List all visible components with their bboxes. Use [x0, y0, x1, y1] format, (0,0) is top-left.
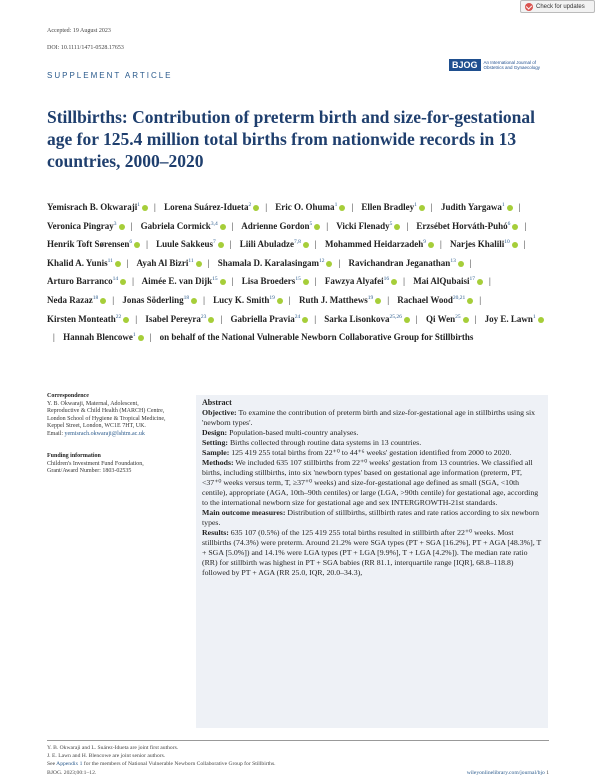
- author-separator: |: [314, 313, 317, 324]
- orcid-icon[interactable]: [138, 335, 144, 341]
- orcid-icon[interactable]: [191, 298, 197, 304]
- author-name[interactable]: [156, 239, 224, 249]
- check-for-updates-label: Check for updates: [536, 3, 585, 10]
- author-name[interactable]: [450, 239, 518, 249]
- affiliation-sup: 5: [309, 220, 313, 227]
- methods-text: We included 635 107 stillbirths from 22⁺⁰ weeks' gestation from 13 countries. We classified all births, including stillbirths, into six 'newborn types' based on gestational age information (preterm, PT, <37⁺⁰ weeks versus term, T, ≥37⁺⁰ weeks) and size-for-gestational age defined as small (SGA, <10th centile), appropriate (AGA, 10th–90th centiles) or large (LGA, >90th centile) for gestational age, according to the international newborn size for gestational age and sex INTERGROWTH-21st standards.: [202, 458, 539, 507]
- email-link[interactable]: yemisrach.okwaraji@lshtm.ac.uk: [64, 430, 145, 437]
- author-name-text: Veronica Pingray: [47, 220, 114, 231]
- author-separator: |: [265, 202, 268, 212]
- page-number: 1: [546, 770, 549, 776]
- journal-logo[interactable]: [449, 56, 549, 74]
- author-separator: |: [430, 202, 433, 212]
- setting-text: Births collected through routine data systems in 13 countries.: [228, 438, 422, 447]
- author-name[interactable]: [137, 258, 202, 268]
- journal-logo-mark: BJOG: [449, 59, 481, 71]
- orcid-icon[interactable]: [512, 242, 518, 248]
- affiliation-sup: 7,8: [294, 239, 301, 246]
- orcid-icon[interactable]: [394, 224, 400, 230]
- author-name-text: Gabriella Pravia: [230, 313, 295, 324]
- journal-url[interactable]: wileyonlinelibrary.com/journal/bjo: [466, 770, 545, 776]
- author-name-text: Liili Abuladze: [239, 239, 295, 250]
- author-list: [47, 197, 552, 346]
- author-name-text: Mai AlQubaisi: [413, 276, 470, 287]
- affiliation-sup: 18: [183, 294, 190, 301]
- footnote-joint-first: Y. B. Okwaraji and L. Suárez-Idueta are joint first authors.: [47, 745, 179, 751]
- author-separator: |: [518, 202, 521, 212]
- affiliation-sup: 17: [469, 276, 475, 283]
- affiliation-sup: 7: [212, 239, 216, 246]
- orcid-icon[interactable]: [123, 317, 129, 323]
- author-separator: |: [479, 294, 482, 305]
- author-name[interactable]: [441, 202, 513, 212]
- see-prefix: See: [47, 761, 57, 767]
- author-name[interactable]: [241, 221, 320, 231]
- author-name[interactable]: [275, 202, 345, 212]
- author-name[interactable]: [426, 314, 469, 324]
- funding-line: Grant/Award Number: 1803-02535: [47, 468, 132, 475]
- funding-block: [47, 453, 182, 476]
- check-icon: [525, 3, 533, 11]
- design-text: Population-based multi-country analyses.: [227, 428, 359, 437]
- author-name-text: Khalid A. Yunis: [47, 257, 108, 268]
- author-name[interactable]: [213, 295, 283, 305]
- orcid-icon[interactable]: [428, 242, 434, 248]
- objective-label: Objective:: [202, 408, 237, 417]
- author-name-text: Vicki Flenady: [336, 220, 390, 231]
- author-name-text: Neda Razaz: [47, 294, 93, 305]
- affiliation-sup: 11: [107, 257, 113, 264]
- orcid-icon[interactable]: [253, 205, 259, 211]
- author-name-text: Henrik Toft Sørensen: [47, 239, 130, 250]
- sample-label: Sample:: [202, 448, 230, 457]
- abstract-sample: [202, 448, 542, 458]
- affiliation-sup: 1: [501, 202, 505, 208]
- author-name-text: Sarka Lisonkova: [324, 313, 390, 324]
- affiliation-sup: 24: [294, 313, 301, 320]
- author-name[interactable]: [47, 258, 121, 268]
- author-name[interactable]: [164, 202, 259, 212]
- author-separator: |: [135, 313, 138, 324]
- abstract-results: [202, 528, 542, 578]
- author-name[interactable]: [349, 258, 464, 268]
- author-name-text: Erzsébet Horváth-Puhó: [416, 220, 508, 231]
- author-name-text: Lucy K. Smith: [213, 294, 270, 305]
- orcid-icon[interactable]: [218, 242, 224, 248]
- affiliation-sup: 22: [115, 313, 122, 320]
- author-separator: |: [314, 276, 317, 287]
- orcid-icon[interactable]: [196, 261, 202, 267]
- abstract-design: [202, 428, 542, 438]
- author-separator: |: [149, 332, 152, 343]
- affiliation-sup: 1: [132, 332, 136, 339]
- journal-logo-text: An International Journal of Obstetrics and Gynaecology: [483, 60, 541, 70]
- author-separator: |: [146, 239, 148, 250]
- author-name-text: Yemisrach B. Okwaraji: [47, 202, 138, 212]
- orcid-icon[interactable]: [120, 279, 126, 285]
- correspondence-line: Y. B. Okwaraji, Maternal, Adolescent,: [47, 400, 139, 407]
- outcome-text: Distribution of stillbirths, stillbirth rates and rate ratios according to six newborn types.: [202, 508, 540, 527]
- abstract-box: [196, 395, 548, 728]
- author-name[interactable]: [142, 276, 226, 286]
- results-text: 635 107 (0.5%) of the 125 419 255 total births resulted in stillbirth after 22⁺⁰ weeks. Most stillbirths (74.3%) were preterm. Around 21.2% were SGA types (PT + SGA [16.2%], PT + AGA [48.3%], T + SGA [5.0%]) and 14.1% were LGA types (PT + LGA [9.9%], T + LGA [4.2%]). The median rate ratio (RR) for stillbirth was highest in PT + SGA babies (RR 81.1, interquartile range [IQR], 68.8–118.8) followed by PT + AGA (RR 25.0, IQR, 20.0–34.3),: [202, 528, 542, 577]
- abstract-setting: [202, 438, 542, 448]
- orcid-icon[interactable]: [208, 317, 214, 323]
- affiliation-sup: 12: [318, 257, 325, 264]
- orcid-icon[interactable]: [512, 224, 518, 230]
- author-name-text: Rachael Wood: [397, 294, 453, 305]
- author-name-text: Fawzya Alyafei: [324, 276, 384, 287]
- affiliation-sup: 14: [112, 276, 119, 283]
- author-separator: |: [229, 239, 232, 250]
- author-separator: |: [314, 239, 317, 250]
- author-name-text: Jonas Söderling: [122, 294, 184, 305]
- accepted-date: Accepted: 19 August 2023: [47, 28, 111, 34]
- funding-heading: Funding information: [47, 453, 101, 459]
- author-name[interactable]: [218, 258, 333, 268]
- affiliation-sup: 9: [423, 239, 426, 246]
- email-line: [47, 431, 182, 439]
- outcome-label: Main outcome measures:: [202, 508, 286, 517]
- orcid-icon[interactable]: [303, 279, 309, 285]
- author-name-text: Ayah Al Bizri: [136, 257, 189, 268]
- objective-text: To examine the contribution of preterm birth and size-for-gestational age in stillbirths using six 'newborn types'.: [202, 408, 536, 427]
- author-separator: |: [488, 276, 491, 287]
- affiliation-sup: 11: [188, 257, 194, 264]
- orcid-icon[interactable]: [220, 224, 226, 230]
- author-separator: |: [415, 313, 418, 324]
- correspondence-block: [47, 393, 182, 439]
- author-name[interactable]: [416, 221, 518, 231]
- author-separator: |: [126, 257, 129, 268]
- affiliation-sup: 25,26: [389, 313, 402, 320]
- author-separator: |: [387, 294, 390, 305]
- affiliation-sup: 1: [137, 202, 140, 208]
- affiliation-sup: 2: [248, 202, 252, 208]
- footnote-see-appendix: [47, 760, 552, 768]
- affiliation-sup: 20,21: [452, 294, 466, 301]
- affiliation-sup: 19: [367, 294, 374, 301]
- affiliation-sup: 16: [383, 276, 390, 283]
- methods-label: Methods:: [202, 458, 234, 467]
- orcid-icon[interactable]: [220, 279, 226, 285]
- author-name-text: Ellen Bradley: [361, 202, 415, 212]
- page-footer: [47, 770, 549, 776]
- email-label: Email:: [47, 430, 65, 437]
- author-separator: |: [231, 276, 234, 287]
- affiliation-sup: 10: [504, 239, 510, 246]
- abstract-title: Abstract: [202, 398, 232, 407]
- funding-line: Children's Investment Fund Foundation,: [47, 460, 144, 467]
- orcid-icon[interactable]: [458, 261, 464, 267]
- orcid-icon[interactable]: [404, 317, 410, 323]
- author-separator: |: [130, 220, 133, 231]
- orcid-icon[interactable]: [134, 242, 140, 248]
- abstract-outcome: [202, 508, 542, 528]
- affiliation-sup: 3,4: [210, 220, 218, 227]
- author-name-text: Adrienne Gordon: [241, 220, 310, 231]
- author-separator: |: [203, 294, 205, 305]
- design-label: Design:: [202, 428, 228, 437]
- author-name[interactable]: [47, 239, 140, 249]
- author-name[interactable]: [299, 295, 381, 305]
- orcid-icon[interactable]: [375, 298, 381, 304]
- author-name-text: Qi Wen: [425, 313, 456, 324]
- correspondence-line: London School of Hygiene & Tropical Medicine,: [47, 415, 166, 422]
- see-suffix: for the members of National Vulnerable Newborn Collaborative Group for Stillbirths.: [82, 761, 276, 767]
- author-separator: |: [338, 257, 341, 268]
- author-separator: |: [474, 313, 477, 324]
- author-name-text: Lisa Broeders: [241, 276, 296, 287]
- author-separator: |: [154, 202, 156, 212]
- orcid-icon[interactable]: [314, 224, 320, 230]
- author-name-text: Gabriela Cormick: [140, 220, 211, 231]
- author-separator: |: [406, 220, 409, 231]
- author-name[interactable]: [242, 276, 309, 286]
- author-name[interactable]: [47, 295, 106, 305]
- sample-text: 125 419 255 total births from 22⁺⁰ to 44⁺⁶ weeks' gestation identified from 2000 to 2020.: [229, 448, 512, 457]
- author-name[interactable]: [325, 276, 397, 286]
- affiliation-sup: 19: [269, 294, 275, 301]
- author-name-text: Luule Sakkeus: [156, 239, 213, 250]
- correspondence-heading: Correspondence: [47, 393, 89, 399]
- author-separator: |: [207, 257, 210, 268]
- check-for-updates-button[interactable]: [520, 0, 595, 13]
- author-name[interactable]: [324, 314, 410, 324]
- author-name[interactable]: [361, 202, 425, 212]
- author-name[interactable]: [47, 276, 126, 286]
- author-name-text: Judith Yargawa: [440, 202, 502, 212]
- orcid-icon[interactable]: [303, 242, 309, 248]
- author-name-text: Joy E. Lawn: [484, 313, 533, 324]
- affiliation-sup: 6: [507, 220, 511, 227]
- correspondence-line: Keppel Street, London, WC1E 7HT, UK.: [47, 423, 146, 430]
- author-name[interactable]: [47, 221, 125, 231]
- doi: DOI: 10.1111/1471-0528.17653: [47, 45, 124, 51]
- author-name[interactable]: [240, 239, 309, 249]
- correspondence-line: Reproductive & Child Health (MARCH) Centre,: [47, 408, 165, 415]
- author-name[interactable]: [145, 314, 214, 324]
- author-separator: |: [439, 239, 442, 250]
- author-name-text: Ruth J. Matthews: [298, 294, 368, 305]
- affiliation-sup: 3: [113, 220, 117, 227]
- author-separator: |: [231, 220, 234, 231]
- appendix-link[interactable]: Appendix 1: [56, 761, 83, 767]
- results-label: Results:: [202, 528, 229, 537]
- orcid-icon[interactable]: [391, 279, 397, 285]
- affiliation-sup: 25: [455, 313, 461, 320]
- author-separator: |: [403, 276, 405, 287]
- abstract-methods: [202, 458, 542, 508]
- author-name-text: Ravichandran Jeganathan: [348, 257, 451, 268]
- author-name-text: Mohammed Heidarzadeh: [324, 239, 424, 250]
- orcid-icon[interactable]: [538, 317, 544, 323]
- orcid-icon[interactable]: [119, 224, 125, 230]
- affiliation-sup: 5: [389, 220, 393, 227]
- author-name[interactable]: [485, 314, 544, 324]
- citation: BJOG. 2023;00:1–12.: [47, 770, 97, 776]
- orcid-icon[interactable]: [100, 298, 106, 304]
- orcid-icon[interactable]: [302, 317, 308, 323]
- affiliation-sup: 1: [334, 202, 338, 208]
- orcid-icon[interactable]: [419, 205, 425, 211]
- affiliation-sup: 6: [129, 239, 133, 246]
- author-name-text: Eric O. Ohuma: [275, 202, 335, 212]
- orcid-icon[interactable]: [326, 261, 332, 267]
- author-separator: |: [132, 276, 134, 287]
- affiliation-sup: 18: [92, 294, 99, 301]
- author-separator: |: [524, 220, 527, 231]
- setting-label: Setting:: [202, 438, 228, 447]
- affiliation-sup: 15: [212, 276, 218, 283]
- affiliation-sup: 13: [450, 257, 456, 264]
- author-name[interactable]: [47, 314, 129, 324]
- orcid-icon[interactable]: [142, 205, 148, 211]
- orcid-icon[interactable]: [507, 205, 513, 211]
- orcid-icon[interactable]: [339, 205, 345, 211]
- author-name-text: Shamala D. Karalasingam: [217, 257, 319, 268]
- orcid-icon[interactable]: [463, 317, 469, 323]
- group-author: on behalf of the National Vulnerable Newborn Collaborative Group for Stillbirths: [159, 332, 474, 343]
- footnote-divider: [47, 740, 549, 741]
- author-name[interactable]: [413, 276, 483, 286]
- author-name-text: Lorena Suárez-Idueta: [164, 202, 249, 212]
- author-name-text: Hannah Blencowe: [63, 332, 133, 343]
- author-separator: |: [220, 313, 223, 324]
- affiliation-sup: 1: [414, 202, 417, 208]
- orcid-icon[interactable]: [115, 261, 121, 267]
- author-separator: |: [469, 257, 472, 268]
- author-name[interactable]: [63, 332, 144, 342]
- author-name[interactable]: [325, 239, 434, 249]
- author-name[interactable]: [47, 202, 148, 212]
- affiliation-sup: 23: [200, 313, 207, 320]
- orcid-icon[interactable]: [467, 298, 473, 304]
- author-name[interactable]: [122, 295, 197, 305]
- author-name[interactable]: [336, 221, 400, 231]
- author-separator: |: [53, 332, 55, 343]
- section-label: SUPPLEMENT ARTICLE: [47, 71, 173, 80]
- author-name-text: Aimée E. van Dijk: [141, 276, 213, 287]
- author-name-text: Kirsten Monteath: [47, 313, 116, 324]
- abstract-objective: [202, 408, 542, 428]
- affiliation-sup: 1: [532, 313, 536, 320]
- orcid-icon[interactable]: [477, 279, 483, 285]
- author-name[interactable]: [397, 295, 473, 305]
- author-name-text: Narjes Khalili: [450, 239, 505, 250]
- author-separator: |: [288, 294, 291, 305]
- author-separator: |: [112, 294, 115, 305]
- author-name-text: Arturo Barranco: [47, 276, 113, 287]
- author-separator: |: [523, 239, 526, 250]
- author-name-text: Isabel Pereyra: [145, 313, 201, 324]
- footnote-joint-senior: J. E. Lawn and H. Blencowe are joint senior authors.: [47, 753, 166, 759]
- orcid-icon[interactable]: [277, 298, 283, 304]
- author-separator: |: [326, 220, 329, 231]
- affiliation-sup: 15: [295, 276, 301, 283]
- author-name[interactable]: [141, 221, 226, 231]
- article-title: Stillbirths: Contribution of preterm birth and size-for-gestational age for 125.4 million total births from nationwide records in 13 countries, 2000–2020: [47, 107, 536, 171]
- author-name[interactable]: [230, 314, 308, 324]
- author-separator: |: [351, 202, 354, 212]
